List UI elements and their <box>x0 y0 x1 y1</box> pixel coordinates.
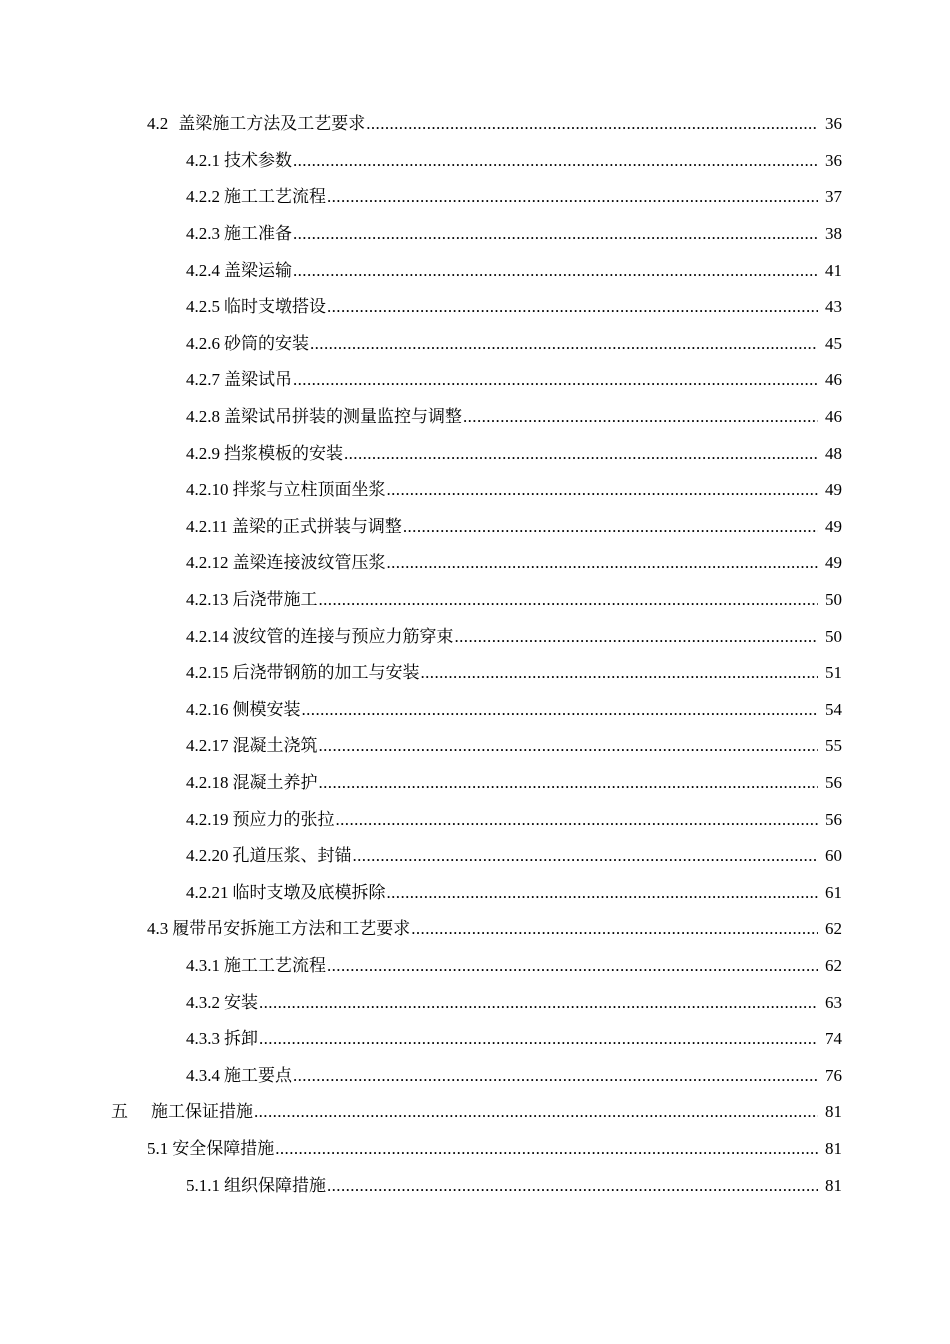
toc-entry[interactable] <box>0 143 950 180</box>
toc-entry-page-number: 45 <box>825 333 842 353</box>
table-of-contents <box>0 106 950 1204</box>
toc-entry-title: 临时支墩及底模拆除 <box>232 882 386 902</box>
toc-entry-page-number: 76 <box>825 1065 842 1085</box>
toc-entry[interactable] <box>0 838 950 875</box>
dot-leader <box>336 810 819 830</box>
toc-entry[interactable] <box>0 399 950 436</box>
dot-leader <box>344 444 818 464</box>
toc-entry-page-number: 56 <box>825 772 842 792</box>
toc-entry-title: 组织保障措施 <box>224 1175 326 1195</box>
dot-leader <box>387 553 819 573</box>
toc-entry-title: 安装 <box>224 992 258 1012</box>
toc-entry-page-number: 81 <box>825 1175 842 1195</box>
toc-entry-page-number: 63 <box>825 992 842 1012</box>
toc-entry-page-number: 54 <box>825 699 842 719</box>
dot-leader <box>259 1029 818 1049</box>
dot-leader <box>327 1176 818 1196</box>
dot-leader <box>293 370 818 390</box>
dot-leader <box>293 151 818 171</box>
toc-entry[interactable] <box>0 728 950 765</box>
toc-entry-page-number: 51 <box>825 663 842 683</box>
toc-entry-page-number: 41 <box>825 260 842 280</box>
toc-entry-title: 施工工艺流程 <box>224 955 326 975</box>
toc-entry[interactable] <box>0 801 950 838</box>
toc-entry[interactable] <box>0 545 950 582</box>
dot-leader <box>293 261 818 281</box>
toc-entry-number: 五 <box>111 1102 128 1122</box>
toc-entry[interactable] <box>0 911 950 948</box>
toc-entry[interactable] <box>0 1094 950 1131</box>
dot-leader <box>319 773 819 793</box>
toc-entry-number: 4.2.20 <box>186 846 229 866</box>
toc-entry-title: 盖梁试吊 <box>224 370 292 390</box>
dot-leader <box>353 846 819 866</box>
toc-entry[interactable] <box>0 435 950 472</box>
toc-entry-title: 履带吊安拆施工方法和工艺要求 <box>172 919 411 939</box>
dot-leader <box>411 919 818 939</box>
toc-entry-number: 4.2.17 <box>186 736 229 756</box>
toc-entry-number: 4.3 <box>147 919 169 939</box>
dot-leader <box>455 627 819 647</box>
toc-entry-page-number: 50 <box>825 590 842 610</box>
toc-entry[interactable] <box>0 289 950 326</box>
dot-leader <box>275 1139 818 1159</box>
toc-entry-number: 4.3.2 <box>186 992 220 1012</box>
toc-entry-number: 4.2.14 <box>186 626 229 646</box>
toc-entry-number: 4.2.11 <box>186 516 228 536</box>
toc-entry-number: 4.2.16 <box>186 699 229 719</box>
dot-leader <box>327 297 818 317</box>
toc-entry-number: 4.3.3 <box>186 1029 220 1049</box>
toc-entry-page-number: 55 <box>825 736 842 756</box>
toc-entry[interactable] <box>0 252 950 289</box>
toc-entry-title: 临时支墩搭设 <box>224 297 326 317</box>
toc-entry-number: 4.2.21 <box>186 882 229 902</box>
toc-entry-page-number: 48 <box>825 443 842 463</box>
toc-entry-page-number: 46 <box>825 407 842 427</box>
toc-entry-title: 混凝土养护 <box>232 772 318 792</box>
toc-entry-page-number: 36 <box>825 150 842 170</box>
toc-entry-title: 盖梁的正式拼装与调整 <box>231 516 402 536</box>
dot-leader <box>463 407 818 427</box>
toc-entry-title: 砂筒的安装 <box>224 333 309 353</box>
toc-entry[interactable] <box>0 655 950 692</box>
toc-entry-number: 4.2.1 <box>186 150 220 170</box>
toc-entry-title: 侧模安装 <box>232 699 301 719</box>
toc-entry-page-number: 50 <box>825 626 842 646</box>
toc-entry-page-number: 74 <box>825 1029 842 1049</box>
toc-entry[interactable] <box>0 618 950 655</box>
toc-entry-title: 施工要点 <box>224 1065 292 1085</box>
dot-leader <box>403 517 818 537</box>
toc-entry-page-number: 60 <box>825 846 842 866</box>
toc-entry-title: 技术参数 <box>224 150 292 170</box>
toc-entry[interactable] <box>0 874 950 911</box>
toc-entry-page-number: 81 <box>825 1138 842 1158</box>
toc-entry[interactable] <box>0 179 950 216</box>
dot-leader <box>254 1102 818 1122</box>
dot-leader <box>259 993 818 1013</box>
toc-entry-title: 后浇带施工 <box>232 590 318 610</box>
toc-entry-number: 4.2.2 <box>186 187 220 207</box>
toc-entry-page-number: 81 <box>825 1102 842 1122</box>
toc-entry-number: 4.2.13 <box>186 590 229 610</box>
toc-entry-title: 盖梁运输 <box>224 260 292 280</box>
toc-entry-page-number: 62 <box>825 955 842 975</box>
toc-entry-page-number: 56 <box>825 809 842 829</box>
toc-entry-title: 拌浆与立柱顶面坐浆 <box>232 480 386 500</box>
toc-entry-title: 拆卸 <box>224 1029 258 1049</box>
toc-entry-number: 4.2.5 <box>186 297 220 317</box>
toc-entry-number: 4.2.9 <box>186 443 220 463</box>
toc-entry-title: 挡浆模板的安装 <box>224 443 343 463</box>
dot-leader <box>293 224 818 244</box>
toc-entry-title: 孔道压浆、封锚 <box>232 846 352 866</box>
dot-leader <box>302 700 819 720</box>
toc-entry[interactable] <box>0 1021 950 1058</box>
toc-entry-title: 施工工艺流程 <box>224 187 326 207</box>
toc-entry-number: 4.2.7 <box>186 370 220 390</box>
toc-entry-title: 预应力的张拉 <box>232 809 335 829</box>
toc-entry[interactable] <box>0 472 950 509</box>
toc-entry-page-number: 37 <box>825 187 842 207</box>
dot-leader <box>366 114 818 134</box>
toc-entry-page-number: 62 <box>825 919 842 939</box>
toc-entry-number: 4.3.4 <box>186 1065 220 1085</box>
toc-entry-number: 5.1 <box>147 1138 169 1158</box>
toc-entry-page-number: 36 <box>825 114 842 134</box>
toc-entry[interactable] <box>0 582 950 619</box>
toc-entry[interactable] <box>0 1131 950 1168</box>
toc-entry-number: 4.3.1 <box>186 955 220 975</box>
dot-leader <box>319 590 819 610</box>
toc-entry[interactable] <box>0 216 950 253</box>
toc-entry-title: 盖梁施工方法及工艺要求 <box>178 114 366 134</box>
toc-entry-page-number: 61 <box>825 882 842 902</box>
toc-entry-page-number: 38 <box>825 224 842 244</box>
dot-leader <box>387 883 819 903</box>
toc-entry-title: 盖梁连接波纹管压浆 <box>232 553 386 573</box>
toc-entry-number: 4.2.15 <box>186 663 229 683</box>
toc-entry[interactable] <box>0 948 950 985</box>
dot-leader <box>327 187 818 207</box>
toc-entry[interactable] <box>0 765 950 802</box>
toc-entry-title: 施工保证措施 <box>151 1102 253 1122</box>
toc-entry-number: 4.2.8 <box>186 407 220 427</box>
dot-leader <box>387 480 819 500</box>
toc-entry-title: 盖梁试吊拼装的测量监控与调整 <box>224 407 462 427</box>
dot-leader <box>327 956 818 976</box>
toc-entry-page-number: 43 <box>825 297 842 317</box>
toc-entry-number: 4.2 <box>147 114 169 134</box>
dot-leader <box>293 1066 818 1086</box>
toc-entry-title: 波纹管的连接与预应力筋穿束 <box>232 626 454 646</box>
toc-entry[interactable] <box>0 692 950 729</box>
toc-entry-number: 4.2.19 <box>186 809 229 829</box>
toc-entry-title: 混凝土浇筑 <box>232 736 318 756</box>
toc-entry-number: 4.2.10 <box>186 480 229 500</box>
toc-entry[interactable] <box>0 509 950 546</box>
toc-entry[interactable] <box>0 106 950 143</box>
toc-entry-page-number: 49 <box>825 480 842 500</box>
dot-leader <box>319 736 819 756</box>
toc-entry-number: 4.2.12 <box>186 553 229 573</box>
toc-entry-page-number: 49 <box>825 553 842 573</box>
toc-entry-title: 施工准备 <box>224 224 292 244</box>
toc-entry[interactable] <box>0 1057 950 1094</box>
toc-entry[interactable] <box>0 984 950 1021</box>
toc-entry-title: 安全保障措施 <box>172 1138 275 1158</box>
toc-entry-title: 后浇带钢筋的加工与安装 <box>232 663 420 683</box>
toc-entry-number: 4.2.6 <box>186 333 220 353</box>
toc-entry[interactable] <box>0 1167 950 1204</box>
toc-entry-page-number: 49 <box>825 516 842 536</box>
dot-leader <box>310 334 818 354</box>
toc-entry-number: 4.2.3 <box>186 224 220 244</box>
toc-entry-number: 5.1.1 <box>186 1175 220 1195</box>
toc-entry-page-number: 46 <box>825 370 842 390</box>
toc-entry-number: 4.2.4 <box>186 260 220 280</box>
toc-entry-number: 4.2.18 <box>186 772 229 792</box>
dot-leader <box>421 663 819 683</box>
toc-entry[interactable] <box>0 326 950 363</box>
toc-entry[interactable] <box>0 362 950 399</box>
